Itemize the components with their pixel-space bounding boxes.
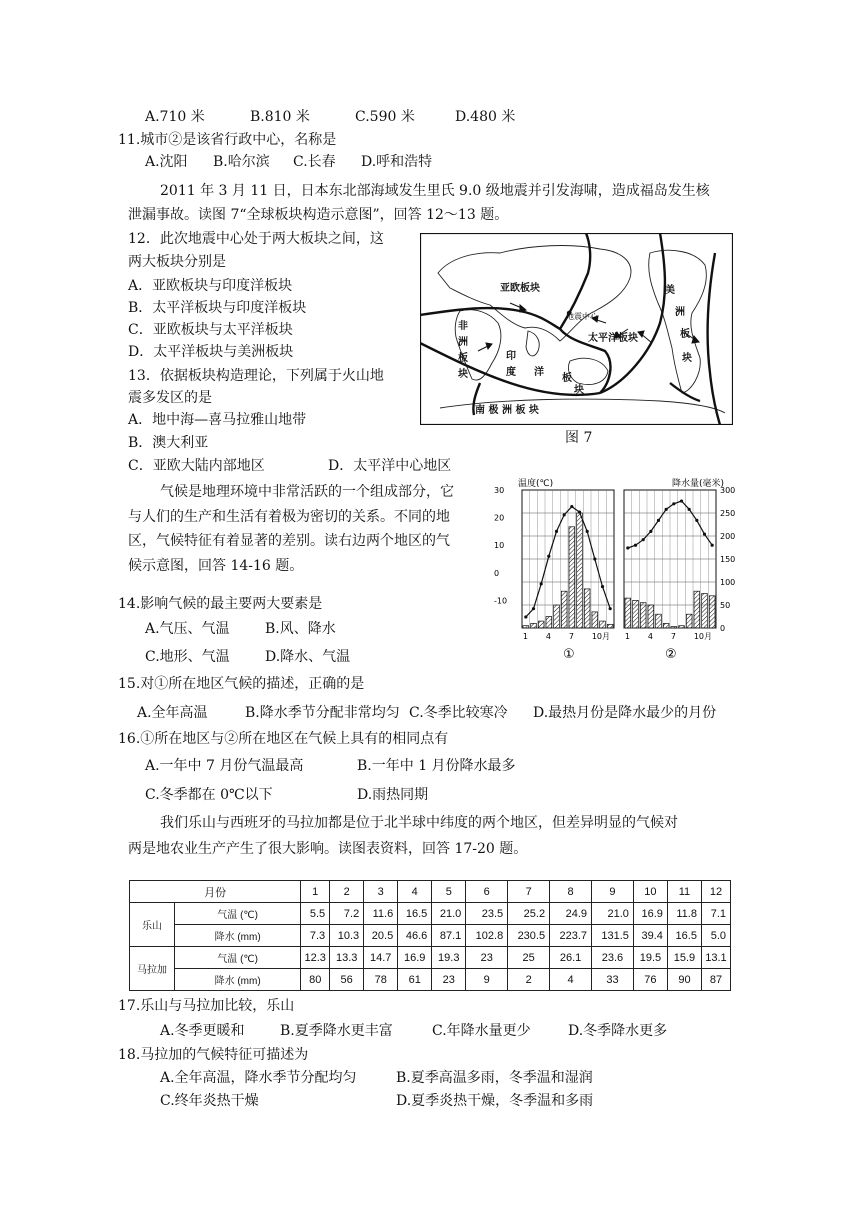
month-8: 8	[550, 881, 592, 903]
table-cell: 102.8	[466, 925, 508, 947]
table-cell: 19.3	[432, 947, 466, 969]
precip-bar	[561, 591, 567, 628]
precip-tick-label: 250	[720, 509, 736, 518]
intro17-line2: 两是地农业生产产生了很大影响。读图表资料，回答 17-20 题。	[128, 841, 528, 857]
precip-bar	[607, 624, 613, 628]
precip-bar	[702, 594, 708, 629]
q12-stem-line1: 12．此次地震中心处于两大板块之间，这	[128, 231, 384, 247]
q18-options-cd	[160, 1091, 593, 1111]
label-eurasia-plate: 亚欧板块	[500, 283, 540, 294]
q14-option-a: A.气压、气温	[145, 621, 230, 637]
q11-option-a: A.沈阳	[145, 154, 188, 170]
table-cell: 5.0	[701, 925, 730, 947]
temp-tick-label: 0	[494, 568, 500, 578]
climate-data-table	[129, 880, 731, 991]
precip-tick-label: 150	[720, 555, 736, 564]
temp-point	[524, 615, 527, 618]
q17-option-d: D.冬季降水更多	[568, 1023, 668, 1039]
temp-point	[634, 544, 637, 547]
label-indian-4: 板	[562, 373, 572, 384]
table-cell: 90	[667, 969, 701, 991]
table-cell: 87.1	[432, 925, 466, 947]
chart-number-label: ①	[563, 647, 575, 662]
precip-axis-label: 降水量(毫米)	[672, 479, 725, 489]
temp-point	[593, 557, 596, 560]
month-3: 3	[364, 881, 398, 903]
month-11: 11	[667, 881, 701, 903]
precip-bar	[538, 621, 544, 628]
q17-option-c: C.年降水量更少	[432, 1023, 531, 1039]
q14-options-ab	[145, 619, 336, 639]
table-cell: 20.5	[364, 925, 398, 947]
q16-options-cd	[145, 785, 428, 805]
table-cell: 33	[592, 969, 634, 991]
table-cell: 76	[633, 969, 667, 991]
temp-point	[642, 538, 645, 541]
temp-point	[657, 519, 660, 522]
month-tick-label: 1	[624, 632, 630, 641]
table-cell: 131.5	[592, 925, 634, 947]
precip-tick-label: 100	[720, 578, 736, 587]
month-6: 6	[466, 881, 508, 903]
q13-option-a: A．地中海—喜马拉雅山地带	[128, 412, 307, 428]
temp-point	[703, 533, 706, 536]
q17-options	[160, 1021, 667, 1041]
q13-option-c: C．亚欧大陆内部地区	[128, 458, 265, 474]
precip-bar	[600, 621, 606, 628]
label-indian-1: 印	[506, 351, 516, 362]
precip-bar	[546, 617, 552, 629]
q10-option-c: C.590 米	[355, 109, 415, 125]
q13-options-cd	[128, 456, 451, 476]
q15-option-c: C.冬季比较寒冷	[409, 705, 508, 721]
q16-option-b: B.一年中 1 月份降水最多	[357, 758, 516, 774]
precip-bar	[584, 589, 590, 628]
temp-point	[672, 502, 675, 505]
label-indian-3: 洋	[534, 367, 544, 378]
table-row	[130, 903, 731, 925]
q14-option-d: D.降水、气温	[265, 649, 351, 665]
table-row	[130, 925, 731, 947]
table-cell: 16.5	[667, 925, 701, 947]
temp-point	[695, 519, 698, 522]
chart-number-label: ②	[665, 647, 677, 662]
q18-option-a: A.全年高温，降水季节分配均匀	[160, 1070, 357, 1086]
label-america-2: 洲	[675, 307, 685, 318]
precip-bar	[656, 614, 662, 628]
table-cell: 23	[432, 969, 466, 991]
table-cell: 9	[466, 969, 508, 991]
intro17-line1: 我们乐山与西班牙的马拉加都是位于北半球中纬度的两个地区，但差异明显的气候对	[160, 815, 678, 831]
month-2: 2	[330, 881, 364, 903]
q18-stem: 18.马拉加的气候特征可描述为	[118, 1047, 309, 1063]
temp-point	[649, 530, 652, 533]
table-cell: 4	[550, 969, 592, 991]
table-cell: 39.4	[633, 925, 667, 947]
intro14-line2: 与人们的生产和生活有着极为密切的关系。不同的地	[128, 508, 450, 525]
q11-option-b: B.哈尔滨	[213, 154, 270, 170]
temp-point	[688, 508, 691, 511]
q14-stem: 14.影响气候的最主要两大要素是	[118, 596, 323, 612]
label-africa-4: 块	[458, 369, 468, 380]
q11-stem: 11.城市②是该省行政中心，名称是	[118, 132, 337, 148]
table-cell: 7.2	[330, 903, 364, 925]
label-america-4: 块	[682, 353, 692, 364]
precip-tick-label: 200	[720, 532, 736, 541]
plate-tectonics-map	[420, 233, 733, 425]
intro12-line1: 2011 年 3 月 11 日，日本东北部海域发生里氏 9.0 级地震并引发海啸，造成福岛发生核	[160, 183, 710, 199]
temp-tick-label: 20	[494, 513, 505, 523]
q11-option-d: D.呼和浩特	[361, 154, 433, 170]
q10-option-b: B.810 米	[250, 109, 310, 125]
precip-bar	[671, 627, 677, 628]
table-cell: 26.1	[550, 947, 592, 969]
temp-point	[563, 513, 566, 516]
q12-option-d: D．太平洋板块与美洲板块	[128, 344, 294, 360]
precip-bar	[709, 596, 715, 628]
month-header: 月份	[130, 881, 301, 903]
temp-point	[578, 510, 581, 513]
q13-option-d: D．太平洋中心地区	[328, 458, 452, 474]
month-4: 4	[398, 881, 432, 903]
precip-tick-label: 0	[720, 624, 726, 633]
table-cell: 61	[398, 969, 432, 991]
q16-option-a: A.一年中 7 月份气温最高	[145, 758, 304, 774]
map-caption: 图 7	[565, 430, 593, 446]
temp-tick-label: 10	[494, 541, 505, 551]
q18-option-b: B.夏季高温多雨，冬季温和湿润	[396, 1070, 593, 1086]
q11-option-c: C.长春	[293, 154, 336, 170]
q16-option-c: C.冬季都在 0℃以下	[145, 787, 273, 803]
temp-point	[532, 607, 535, 610]
precip-bar	[640, 603, 646, 628]
temp-tick-label: 30	[494, 486, 505, 495]
precip-bar	[523, 626, 529, 628]
intro14-line3: 区，气候特征有着显著的差别。读右边两个地区的气	[128, 533, 450, 549]
q13-stem-line1: 13．依据板块构造理论，下列属于火山地	[128, 368, 384, 384]
month-tick-label: 10月	[591, 632, 611, 641]
q15-options	[137, 703, 716, 723]
table-cell: 230.5	[508, 925, 550, 947]
month-tick-label: 7	[568, 632, 574, 641]
temp-point	[540, 582, 543, 585]
table-cell: 11.6	[364, 903, 398, 925]
label-pacific-plate: 太平洋板块	[588, 333, 638, 344]
month-tick-label: 7	[670, 632, 676, 641]
precip-bar	[679, 626, 685, 628]
climate-chart-1	[494, 486, 614, 662]
table-cell: 80	[301, 969, 330, 991]
temp-point	[609, 607, 612, 610]
temp-point	[665, 508, 668, 511]
label-indian-5: 块	[574, 385, 584, 396]
city-malaga: 马拉加	[130, 947, 175, 991]
precip-bar	[686, 614, 692, 628]
q17-option-b: B.夏季降水更丰富	[280, 1023, 393, 1039]
month-12: 12	[701, 881, 730, 903]
precip-bar	[577, 513, 583, 628]
table-cell: 5.5	[301, 903, 330, 925]
table-cell: 223.7	[550, 925, 592, 947]
month-tick-label: 10月	[693, 632, 713, 641]
label-antarctic-plate: 南 极 洲 板 块	[475, 405, 539, 416]
q16-stem: 16.①所在地区与②所在地区在气候上具有的相同点有	[118, 731, 449, 747]
table-cell: 12.3	[301, 947, 330, 969]
table-cell: 46.6	[398, 925, 432, 947]
q13-stem-line2: 震多发区的是	[128, 390, 212, 406]
temp-point	[586, 530, 589, 533]
month-10: 10	[633, 881, 667, 903]
table-cell: 2	[508, 969, 550, 991]
month-tick-label: 4	[647, 632, 653, 641]
precip-bar	[569, 527, 575, 628]
q15-option-d: D.最热月份是降水最少的月份	[533, 705, 717, 721]
q15-stem: 15.对①所在地区气候的描述，正确的是	[118, 676, 365, 692]
table-cell: 25.2	[508, 903, 550, 925]
precip-tick-label: 300	[720, 486, 736, 495]
temp-point	[601, 585, 604, 588]
label-america-3: 板	[680, 329, 690, 340]
table-cell: 14.7	[364, 947, 398, 969]
precip-bar	[531, 623, 537, 628]
q11-options	[145, 152, 432, 172]
q18-option-d: D.夏季炎热干燥，冬季温和多雨	[396, 1093, 594, 1109]
table-cell: 21.0	[432, 903, 466, 925]
table-cell: 16.9	[398, 947, 432, 969]
month-5: 5	[432, 881, 466, 903]
precip-bar	[694, 591, 700, 628]
table-cell: 15.9	[667, 947, 701, 969]
q16-option-d: D.雨热同期	[357, 787, 429, 803]
label-africa-2: 洲	[458, 337, 468, 348]
temp-point	[555, 530, 558, 533]
table-cell: 16.5	[398, 903, 432, 925]
table-cell: 56	[330, 969, 364, 991]
precip-bar	[633, 600, 639, 628]
q17-stem: 17.乐山与马拉加比较，乐山	[118, 998, 295, 1014]
temp-point	[570, 505, 573, 508]
city-leshan: 乐山	[130, 903, 175, 947]
table-cell: 23	[466, 947, 508, 969]
q13-option-b: B．澳大利亚	[128, 435, 209, 451]
q10-option-a: A.710 米	[145, 109, 205, 125]
table-cell: 87	[701, 969, 730, 991]
precip-tick-label: 50	[720, 601, 731, 610]
table-cell: 16.9	[633, 903, 667, 925]
q12-option-c: C．亚欧板块与太平洋板块	[128, 322, 293, 338]
q17-option-a: A.冬季更暖和	[160, 1023, 245, 1039]
q15-option-a: A.全年高温	[137, 705, 208, 721]
precip-bar	[663, 623, 669, 628]
climate-charts	[490, 472, 750, 668]
temp-label: 气温 (℃)	[175, 903, 301, 925]
q12-option-b: B．太平洋板块与印度洋板块	[128, 300, 307, 316]
precip-label: 降水 (mm)	[175, 969, 301, 991]
table-cell: 7.1	[701, 903, 730, 925]
temp-tick-label: -10	[494, 596, 508, 606]
month-1: 1	[301, 881, 330, 903]
q10-option-d: D.480 米	[455, 109, 516, 125]
label-africa-3: 板	[458, 353, 468, 364]
table-cell: 23.5	[466, 903, 508, 925]
precip-bar	[554, 605, 560, 628]
table-cell: 23.6	[592, 947, 634, 969]
table-row	[130, 947, 731, 969]
temp-point	[680, 499, 683, 502]
table-cell: 13.1	[701, 947, 730, 969]
temp-point	[547, 555, 550, 558]
intro12-line2: 泄漏事故。读图 7“全球板块构造示意图”，回答 12～13 题。	[128, 207, 509, 223]
intro14-line1: 气候是地理环境中非常活跃的一个组成部分，它	[160, 484, 454, 500]
month-9: 9	[592, 881, 634, 903]
precip-label: 降水 (mm)	[175, 925, 301, 947]
temp-label: 气温 (℃)	[175, 947, 301, 969]
label-indian-2: 度	[506, 367, 516, 378]
intro14-line4: 候示意图，回答 14-16 题。	[128, 557, 304, 574]
precip-bar	[592, 612, 598, 628]
q12-option-a: A．亚欧板块与印度洋板块	[128, 278, 293, 294]
climate-chart-2	[624, 486, 735, 662]
intro14-paragraph	[128, 480, 488, 578]
table-cell: 78	[364, 969, 398, 991]
q14-option-c: C.地形、气温	[145, 649, 230, 665]
table-row	[130, 969, 731, 991]
month-tick-label: 4	[545, 632, 551, 641]
month-7: 7	[508, 881, 550, 903]
q14-option-b: B.风、降水	[265, 621, 336, 637]
q10-options	[145, 107, 515, 127]
q12-stem-line2: 两大板块分别是	[128, 254, 226, 270]
q16-options-ab	[145, 756, 516, 776]
table-cell: 10.3	[330, 925, 364, 947]
label-earthquake-center: 地震中心	[566, 312, 598, 321]
temp-axis-label: 温度(℃)	[518, 479, 554, 489]
label-america-1: 美	[665, 285, 675, 296]
table-cell: 19.5	[633, 947, 667, 969]
table-cell: 7.3	[301, 925, 330, 947]
q14-options-cd	[145, 647, 350, 667]
temp-point	[711, 544, 714, 547]
temp-point	[626, 546, 629, 549]
q15-option-b: B.降水季节分配非常均匀	[245, 705, 400, 721]
q18-option-c: C.终年炎热干燥	[160, 1093, 259, 1109]
precip-bar	[648, 605, 654, 628]
month-tick-label: 1	[522, 632, 528, 641]
table-cell: 24.9	[550, 903, 592, 925]
precip-bar	[625, 598, 631, 628]
table-cell: 13.3	[330, 947, 364, 969]
q18-options-ab	[160, 1068, 593, 1088]
table-cell: 21.0	[592, 903, 634, 925]
table-cell: 25	[508, 947, 550, 969]
table-header-row	[130, 881, 731, 903]
label-africa-1: 非	[458, 321, 468, 332]
table-cell: 11.8	[667, 903, 701, 925]
